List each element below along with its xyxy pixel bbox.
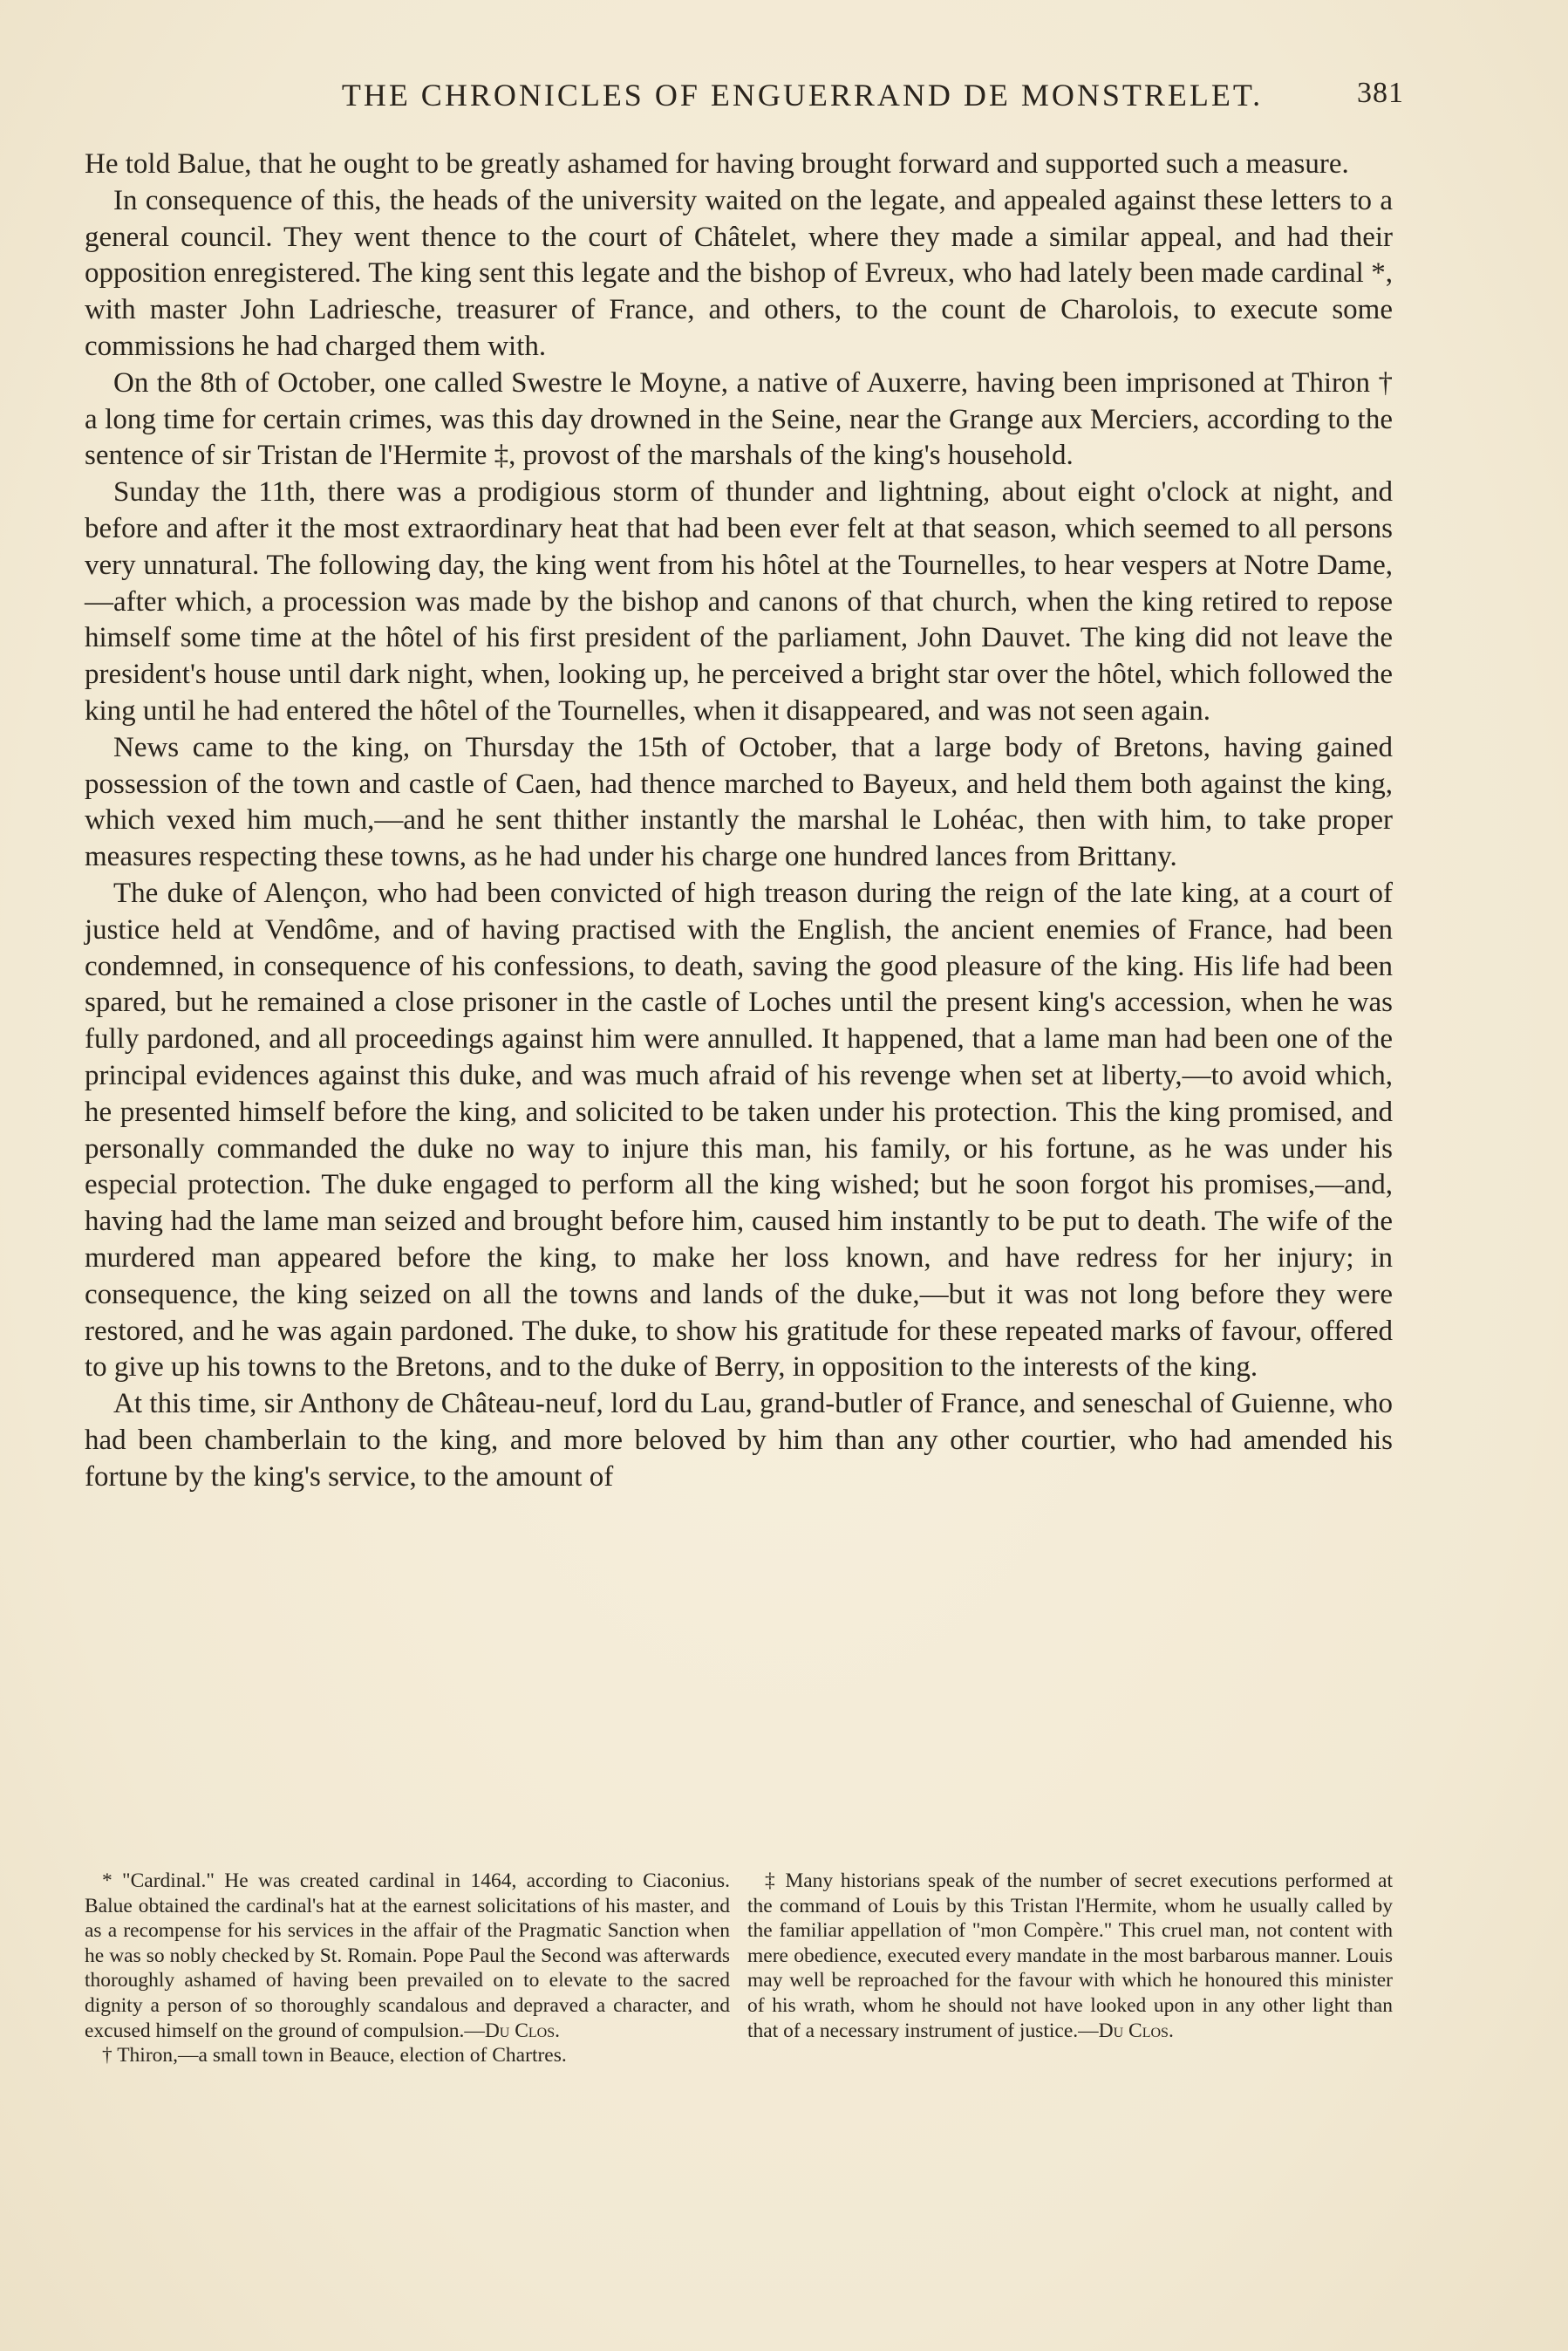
footnote-text: * "Cardinal." He was created cardinal in 1464, according to Ciaconius. Balue obtained the cardinal's hat at the earnest solicitations of his master, and as a recompense for his services in the affair of the Pragmatic Sanction when he was so nobly checked by St. Romain. Pope Paul the Second was afterwards thoroughly ashamed of having been prevailed on to elevate to the sacred dignity a person of so thoroughly scandalous and depraved a character, and excused himself on the ground of compulsion.— — [85, 1869, 730, 2042]
paragraph: On the 8th of October, one called Swestre le Moyne, a native of Auxerre, having been imprisoned at Thiron † a long time for certain crimes, was this day drowned in the Seine, near the Grange aux Merciers, according to the sentence of sir Tristan de l'Hermite ‡, provost of the marshals of the king's household. — [85, 366, 1393, 472]
paragraph: Sunday the 11th, there was a prodigious storm of thunder and lightning, about eight o'clock at night, and before and after it the most extraordinary heat that had been ever felt at that season, which seemed to all persons very unnatural. The following day, the king went from his hôtel at the Tournelles, to hear vespers at Notre Dame,—after which, a procession was made by the bishop and canons of that church, when the king retired to repose himself some time at the hôtel of his first president of the parliament, John Dauvet. The king did not leave the president's house until dark night, when, looking up, he perceived a bright star over the hôtel, which followed the king until he had entered the hôtel of the Tournelles, when it disappeared, and was not seen again. — [85, 476, 1393, 727]
main-text — [85, 147, 1393, 1495]
paragraph: He told Balue, that he ought to be greatly ashamed for having brought forward and supported such a measure. — [85, 148, 1349, 180]
paragraph: At this time, sir Anthony de Château-neuf, lord du Lau, grand-butler of France, and seneschal of Guienne, who had been chamberlain to the king, and more beloved by him than any other courtier, who had amended his fortune by the king's service, to the amount of — [85, 1388, 1393, 1493]
footnote-text: † Thiron,—a small town in Beauce, election of Chartres. — [102, 2044, 567, 2067]
footnote-author: Du Clos. — [484, 2019, 561, 2042]
footnote-cardinal — [85, 1869, 730, 2043]
footnotes-left-column — [85, 1869, 730, 2068]
paragraph: News came to the king, on Thursday the 15th of October, that a large body of Bretons, having gained possession of the town and castle of Caen, had thence marched to Bayeux, and held them both against the king, which vexed him much,—and he sent thither instantly the marshal le Lohéac, then with him, to take proper measures respecting these towns, as he had under his charge one hundred lances from Brittany. — [85, 731, 1393, 873]
page-number: 381 — [1357, 77, 1404, 109]
paragraph: In consequence of this, the heads of the university waited on the legate, and appealed against these letters to a general council. They went thence to the court of Châtelet, where they made a similar appeal, and had their opposition enregistered. The king sent this legate and the bishop of Evreux, who had lately been made cardinal *, with master John Ladriesche, treasurer of France, and others, to the count de Charolois, to execute some commissions he had charged them with. — [85, 184, 1393, 362]
paragraph: The duke of Alençon, who had been convicted of high treason during the reign of the late king, at a court of justice held at Vendôme, and of having practised with the English, the ancient enemies of France, had been condemned, in consequence of his confessions, to death, saving the good pleasure of the king. His life had been spared, but he remained a close prisoner in the castle of Loches until the present king's accession, when he was fully pardoned, and all proceedings against him were annulled. It happened, that a lame man had been one of the principal evidences against this duke, and was much afraid of his revenge when set at liberty,—to avoid which, he presented himself before the king, and solicited to be taken under his protection. This the king promised, and personally commanded the duke no way to injure this man, his family, or his fortune, as he was under his especial protection. The duke engaged to perform all the king wished; but he soon forgot his promises,—and, having had the lame man seized and brought before him, caused him instantly to be put to death. The wife of the murdered man appeared before the king, to make her loss known, and have redress for her injury; in consequence, the king seized on all the towns and lands of the duke,—but it was not long before they were restored, and he was again pardoned. The duke, to show his gratitude for these repeated marks of favour, offered to give up his towns to the Bretons, and to the duke of Berry, in opposition to the interests of the king. — [85, 877, 1393, 1384]
running-head — [140, 77, 1404, 120]
footnotes-right-column — [747, 1869, 1393, 2043]
footnote-thiron — [85, 2043, 730, 2068]
footnote-tristan — [747, 1869, 1393, 2043]
footnote-text: ‡ Many historians speak of the number of secret executions performed at the command of Louis by this Tristan l'Hermite, whom he usually called by the familiar appellation of "mon Compère." This cruel man, not content with mere obedience, executed every mandate in the most barbarous manner. Louis may well be reproached for the favour with which he honoured this minister of his wrath, whom he should not have looked upon in any other light than that of a necessary instrument of justice.— — [747, 1869, 1393, 2042]
running-title: THE CHRONICLES OF ENGUERRAND DE MONSTRELET. — [341, 78, 1264, 113]
footnote-author: Du Clos. — [1098, 2019, 1174, 2042]
